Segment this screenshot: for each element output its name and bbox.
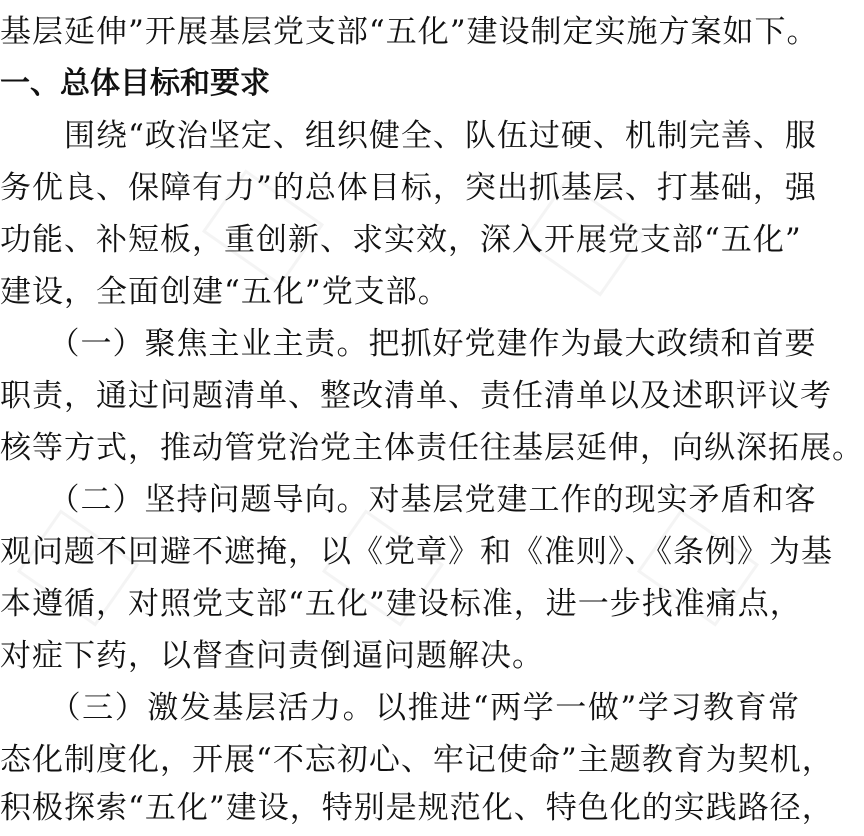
- paragraph-line: （一）聚焦主业主责。把抓好党建作为最大政绩和首要: [0, 326, 817, 362]
- paragraph-line: 围绕“政治坚定、组织健全、队伍过硬、机制完善、服: [0, 118, 817, 154]
- paragraph-line: 对症下药，以督查问责倒逼问题解决。: [0, 638, 544, 674]
- paragraph-line: 积极探索“五化”建设，特别是规范化、特色化的实践路径，: [0, 790, 834, 826]
- paragraph-line: 职责，通过问题清单、整改清单、责任清单以及述职评议考: [0, 378, 832, 414]
- paragraph-line: 态化制度化，开展“不忘初心、牢记使命”主题教育为契机，: [0, 742, 834, 778]
- paragraph-line: 本遵循，对照党支部“五化”建设标准，进一步找准痛点，: [0, 586, 802, 622]
- section-heading: 一、总体目标和要求: [0, 66, 270, 101]
- paragraph-line: 观问题不回避不遮掩，以《党章》和《准则》、《条例》为基: [0, 534, 833, 570]
- paragraph-line: （三）激发基层活力。以推进“两学一做”学习教育常: [0, 690, 800, 726]
- paragraph-line: 基层延伸”开展基层党支部“五化”建设制定实施方案如下。: [0, 14, 819, 50]
- paragraph-line: （二）坚持问题导向。对基层党建工作的现实矛盾和客: [0, 482, 817, 518]
- paragraph-line: 建设，全面创建“五化”党支部。: [0, 274, 450, 310]
- paragraph-line: 功能、补短板，重创新、求实效，深入开展党支部“五化”: [0, 222, 802, 258]
- paragraph-line: 核等方式，推动管党治党主体责任往基层延伸，向纵深拓展。: [0, 430, 864, 466]
- paragraph-line: 务优良、保障有力”的总体目标，突出抓基层、打基础，强: [0, 170, 817, 206]
